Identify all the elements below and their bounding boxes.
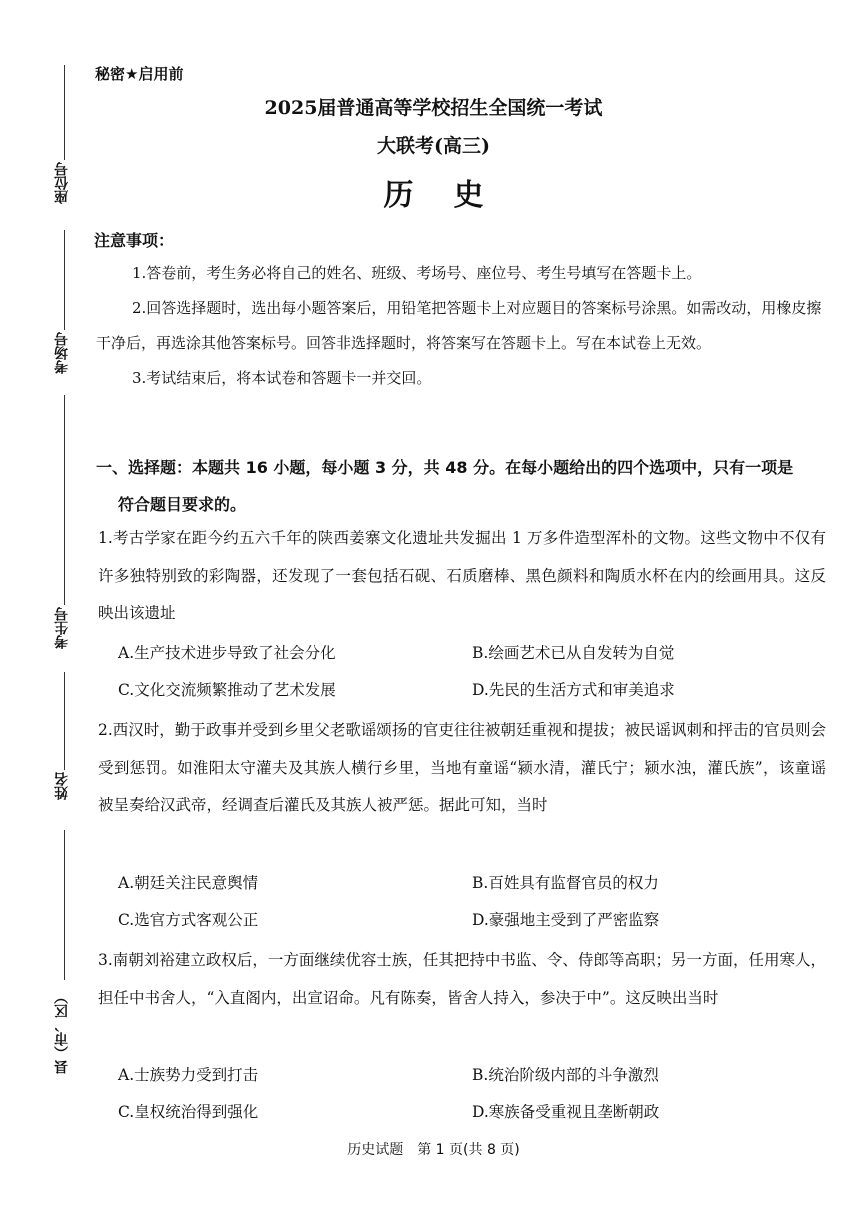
- question-2-options: [118, 865, 826, 939]
- option-d: D.先民的生活方式和审美追求: [472, 681, 675, 699]
- notice-list: [96, 256, 824, 396]
- question-stem: 2.西汉时，勤于政事并受到乡里父老歌谣颂扬的官吏往往被朝廷重视和提拔；被民谣讽刺和抨击的官员则会受到惩罚。如淮阳太守灌夫及其族人横行乡里，当地有童谣“颍水清，灌氏宁；颍水浊，灌氏族”，该童谣被呈奏给汉武帝，经调查后灌氏及其族人被严惩。据此可知，当时: [98, 721, 826, 814]
- subject-title: 历史: [383, 178, 524, 213]
- question-1: [98, 520, 826, 633]
- county-label: 县（市、区）: [54, 990, 70, 1074]
- name-label: 姓名: [54, 772, 70, 800]
- notice-item: 1.答卷前，考生务必将自己的姓名、班级、考场号、座位号、考生号填写在答题卡上。: [132, 264, 702, 282]
- seat-label: 座位号: [54, 162, 70, 204]
- question-3-options: [118, 1057, 826, 1131]
- option-a: A.士族势力受到打击: [118, 1066, 259, 1084]
- notice-item: 2.回答选择题时，选出每小题答案后，用铅笔把答题卡上对应题目的答案标号涂黑。如需改动，用橡皮擦干净后，再选涂其他答案标号。回答非选择题时，将答案写在答题卡上。写在本试卷上无效。: [96, 299, 822, 352]
- section-heading: [96, 449, 826, 523]
- option-c: C.皇权统治得到强化: [118, 1103, 259, 1121]
- student-no-label: 考生号: [54, 607, 70, 649]
- exam-title: 2025届普通高等学校招生全国统一考试: [264, 97, 603, 119]
- secret-mark: 秘密★启用前: [95, 65, 184, 83]
- option-d: D.豪强地主受到了严密监察: [472, 911, 660, 929]
- margin-line: [64, 395, 65, 605]
- notice-heading: 注意事项：: [94, 231, 175, 250]
- question-stem: 3.南朝刘裕建立政权后，一方面继续优容士族，任其把持中书监、令、侍郎等高职；另一方面，任用寒人，担任中书舍人，“入直阁内，出宣诏命。凡有陈奏，皆舍人持入，参决于中”。这反映出当时: [98, 951, 826, 1007]
- option-b: B.绘画艺术已从自发转为自觉: [472, 644, 675, 662]
- notice-item: 3.考试结束后，将本试卷和答题卡一并交回。: [132, 369, 432, 387]
- question-2: [98, 712, 826, 825]
- question-3: [98, 942, 826, 1017]
- margin-line: [64, 830, 65, 980]
- option-d: D.寒族备受重视且垄断朝政: [472, 1103, 660, 1121]
- option-c: C.选官方式客观公正: [118, 911, 259, 929]
- option-b: B.统治阶级内部的斗争激烈: [472, 1066, 659, 1084]
- page-footer: 历史试题 第 1 页(共 8 页): [347, 1142, 520, 1158]
- question-stem: 1.考古学家在距今约五六千年的陕西姜寨文化遗址共发掘出 1 万多件造型浑朴的文物。这些文物中不仅有许多独特别致的彩陶器，还发现了一套包括石砚、石质磨棒、黑色颜料和陶质水杯在内的绘画用具。这反映出该遗址: [98, 529, 826, 622]
- option-c: C.文化交流频繁推动了艺术发展: [118, 681, 336, 699]
- section-line-1: 一、选择题：本题共 16 小题，每小题 3 分，共 48 分。在每小题给出的四个选项中，只有一项是: [96, 458, 794, 477]
- exam-room-label: 考场号: [54, 332, 70, 374]
- option-a: A.朝廷关注民意舆情: [118, 874, 259, 892]
- margin-line: [64, 230, 65, 330]
- exam-subtitle: 大联考(高三): [377, 135, 490, 157]
- option-a: A.生产技术进步导致了社会分化: [118, 644, 336, 662]
- section-line-2: 符合题目要求的。: [118, 495, 247, 514]
- option-b: B.百姓具有监督官员的权力: [472, 874, 659, 892]
- question-1-options: [118, 635, 826, 709]
- margin-line: [64, 672, 65, 770]
